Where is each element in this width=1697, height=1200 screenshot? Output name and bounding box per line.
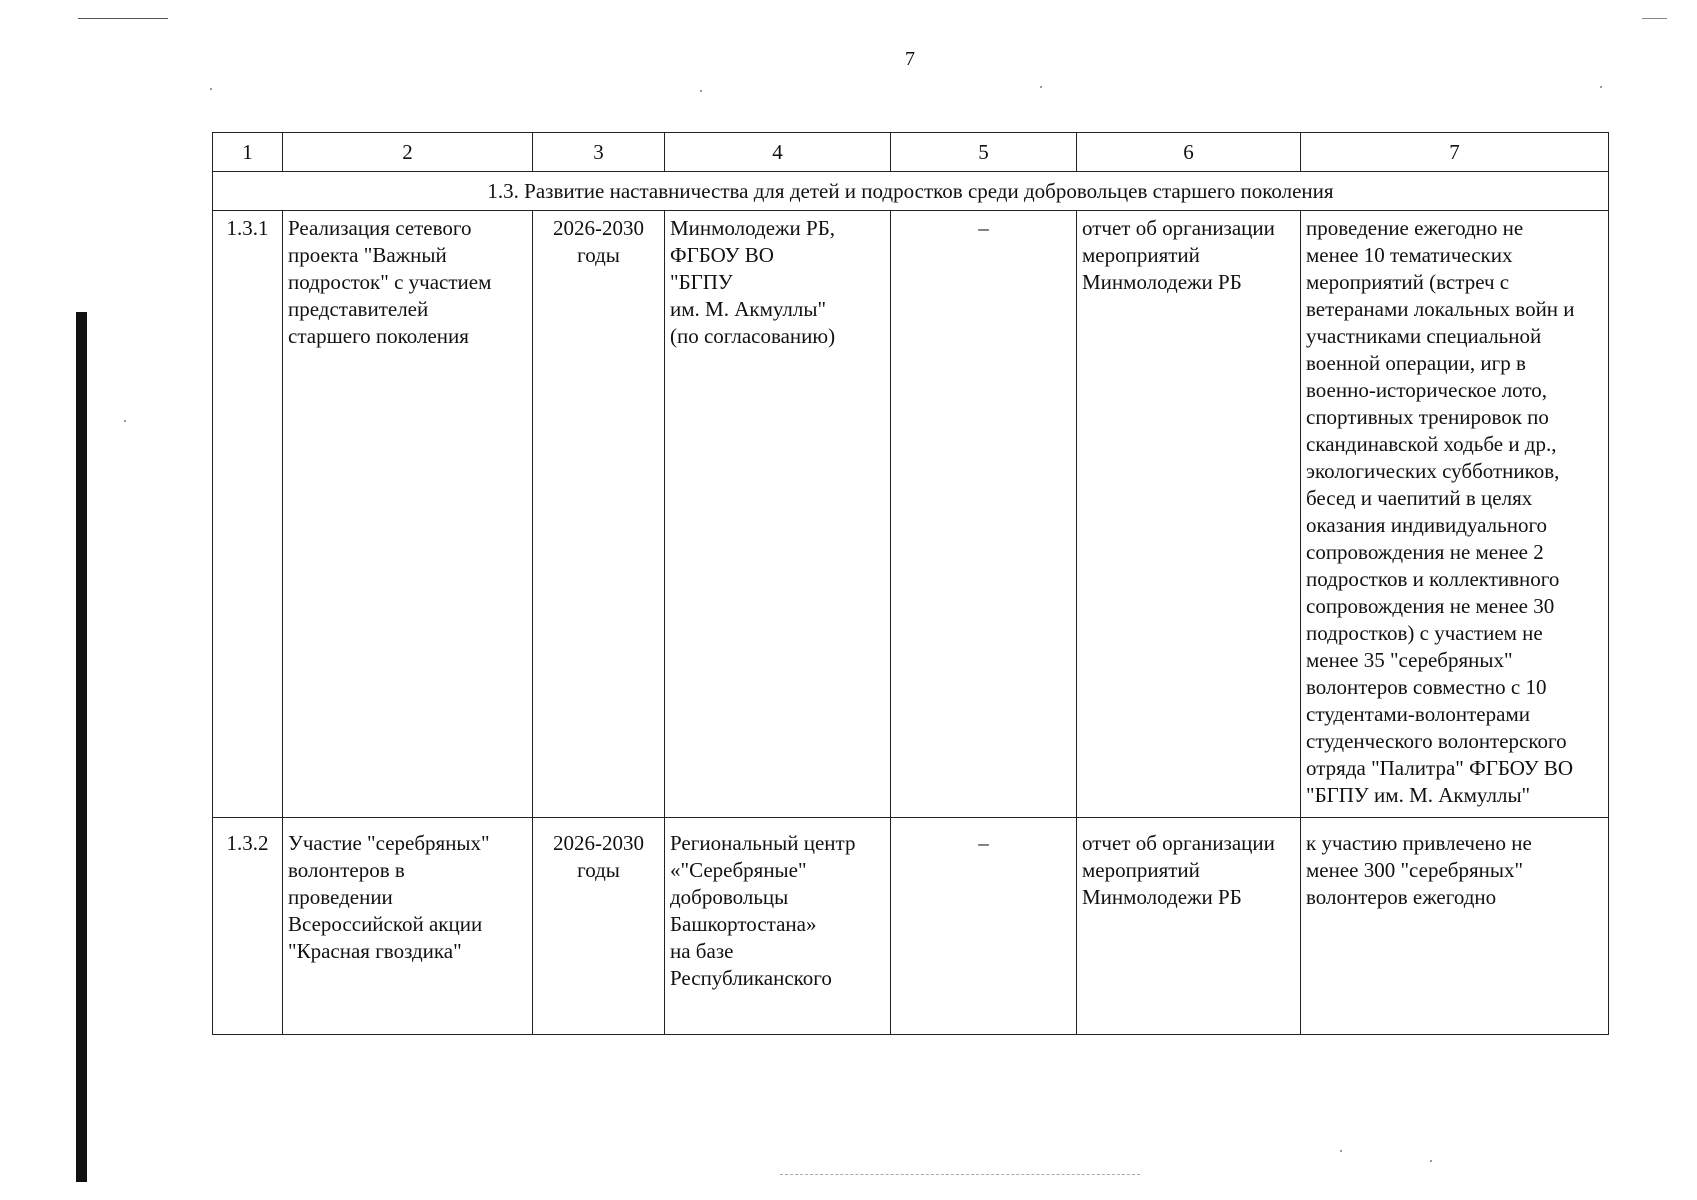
result-line: сопровождения не менее 30 (1306, 594, 1555, 618)
event-line: "Красная гвоздика" (288, 939, 462, 963)
result-line: мероприятий (встреч с (1306, 270, 1510, 294)
result-line: ветеранами локальных войн и (1306, 297, 1575, 321)
report-line: отчет об организации (1082, 216, 1275, 240)
executor-line: добровольцы (670, 885, 789, 909)
result-line: менее 35 "серебряных" (1306, 648, 1513, 672)
report-cell (1077, 818, 1301, 1035)
column-number-6: 6 (1077, 133, 1301, 172)
result-cell (1301, 818, 1609, 1035)
result-line: скандинавской ходьбе и др., (1306, 432, 1557, 456)
row-number: 1.3.1 (213, 211, 283, 818)
result-line: к участию привлечено не (1306, 831, 1532, 855)
column-number-1: 1 (213, 133, 283, 172)
scan-dust (210, 88, 212, 90)
event-line: волонтеров в (288, 858, 405, 882)
result-line: менее 300 "серебряных" (1306, 858, 1524, 882)
result-line: подростков) с участием не (1306, 621, 1543, 645)
event-line: проведении (288, 885, 393, 909)
funding-cell: – (891, 211, 1077, 818)
event-line: проекта "Важный (288, 243, 447, 267)
report-line: Минмолодежи РБ (1082, 885, 1242, 909)
event-line: Участие "серебряных" (288, 831, 490, 855)
section-title: 1.3. Развитие наставничества для детей и подростков среди добровольцев старшего поколения (213, 172, 1609, 211)
term-line: 2026-2030 (553, 831, 644, 855)
report-line: Минмолодежи РБ (1082, 270, 1242, 294)
scan-dust (124, 420, 126, 422)
column-number-3: 3 (533, 133, 665, 172)
report-line: мероприятий (1082, 243, 1200, 267)
term-line: годы (577, 858, 620, 882)
row-number: 1.3.2 (213, 818, 283, 1035)
executor-line: "БГПУ (670, 270, 733, 294)
result-line: отряда "Палитра" ФГБОУ ВО (1306, 756, 1574, 780)
result-line: менее 10 тематических (1306, 243, 1513, 267)
scan-dust (700, 90, 702, 92)
result-cell (1301, 211, 1609, 818)
result-line: оказания индивидуального (1306, 513, 1548, 537)
column-number-4: 4 (665, 133, 891, 172)
column-number-2: 2 (283, 133, 533, 172)
executor-line: на базе (670, 939, 734, 963)
event-line: старшего поколения (288, 324, 469, 348)
result-line: волонтеров ежегодно (1306, 885, 1497, 909)
scan-dust (1040, 86, 1042, 88)
report-line: мероприятий (1082, 858, 1200, 882)
table-row (213, 211, 1609, 818)
scan-artifact-bottom-line (780, 1174, 1140, 1176)
table-row (213, 818, 1609, 1035)
scan-artifact-left-bar (76, 312, 87, 1182)
executor-line: им. М. Акмуллы" (670, 297, 827, 321)
executor-line: Башкортостана» (670, 912, 817, 936)
result-line: студентами-волонтерами (1306, 702, 1530, 726)
report-cell (1077, 211, 1301, 818)
result-line: "БГПУ им. М. Акмуллы" (1306, 783, 1531, 807)
event-line: представителей (288, 297, 429, 321)
term-line: 2026-2030 (553, 216, 644, 240)
result-line: экологических субботников, (1306, 459, 1560, 483)
column-number-5: 5 (891, 133, 1077, 172)
result-line: участниками специальной (1306, 324, 1542, 348)
scan-dust (1340, 1150, 1342, 1152)
executor-line: Минмолодежи РБ, (670, 216, 836, 240)
executors-cell (665, 211, 891, 818)
scan-dust (1430, 1160, 1432, 1162)
plan-table (212, 132, 1609, 1035)
result-line: сопровождения не менее 2 (1306, 540, 1544, 564)
column-number-row (213, 133, 1609, 172)
result-line: военной операции, игр в (1306, 351, 1526, 375)
executor-line: ФГБОУ ВО (670, 243, 774, 267)
result-line: подростков и коллективного (1306, 567, 1560, 591)
funding-cell: – (891, 818, 1077, 1035)
result-line: волонтеров совместно с 10 (1306, 675, 1547, 699)
scan-dust (1600, 86, 1602, 88)
scan-artifact-top-line (78, 18, 168, 19)
term-line: годы (577, 243, 620, 267)
section-title-row (213, 172, 1609, 211)
executor-line: «"Серебряные" (670, 858, 807, 882)
event-line: Всероссийской акции (288, 912, 483, 936)
result-line: студенческого волонтерского (1306, 729, 1567, 753)
event-line: Реализация сетевого (288, 216, 472, 240)
page-number: 7 (905, 48, 915, 70)
event-cell (283, 818, 533, 1035)
report-line: отчет об организации (1082, 831, 1275, 855)
scan-artifact-right-line (1642, 18, 1667, 19)
column-number-7: 7 (1301, 133, 1609, 172)
executor-line: (по согласованию) (670, 324, 836, 348)
term-cell (533, 211, 665, 818)
term-cell (533, 818, 665, 1035)
result-line: проведение ежегодно не (1306, 216, 1524, 240)
executor-line: Региональный центр (670, 831, 856, 855)
event-cell (283, 211, 533, 818)
executors-cell (665, 818, 891, 1035)
event-line: подросток" с участием (288, 270, 492, 294)
result-line: бесед и чаепитий в целях (1306, 486, 1533, 510)
result-line: спортивных тренировок по (1306, 405, 1549, 429)
result-line: военно-историческое лото, (1306, 378, 1548, 402)
executor-line: Республиканского (670, 966, 832, 990)
